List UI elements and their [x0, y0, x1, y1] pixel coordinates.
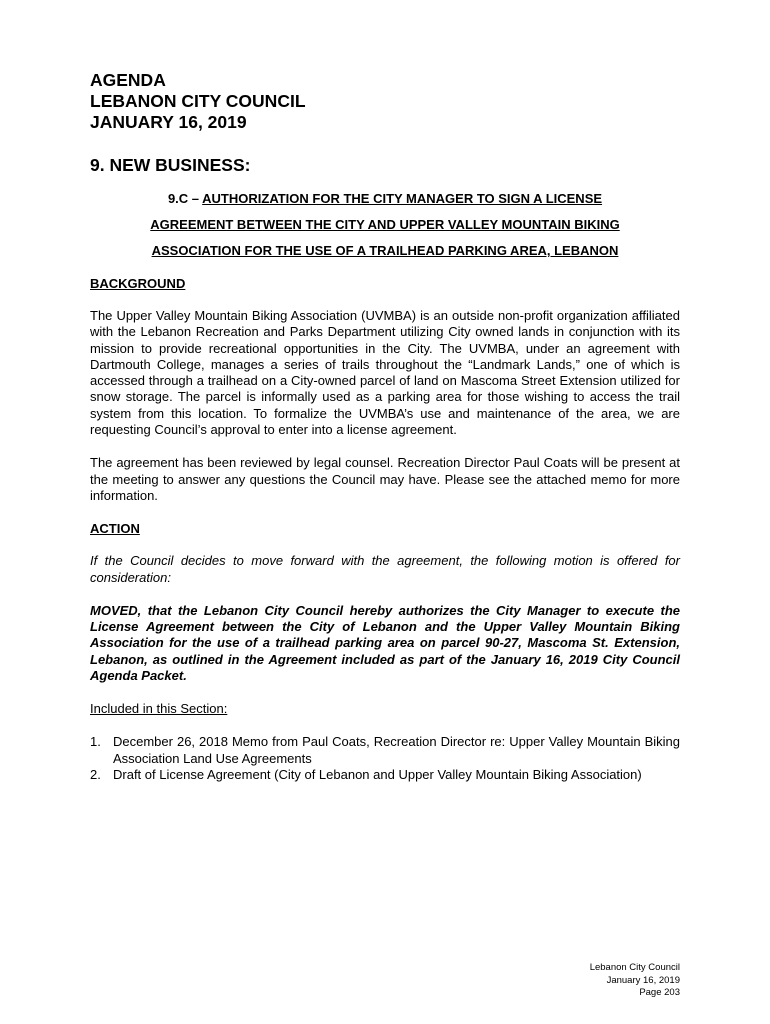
background-paragraph-1: The Upper Valley Mountain Biking Association (UVMBA) is an outside non-profit organization affiliated with the Lebanon Recreation and Parks Department utilizing City owned lands in conjunction with its mission to provide recreational opportunities in the City. The UVMBA, under an agreement with Dartmouth College, manages a series of trails throughout the “Landmark Lands,” one of which is accessed through a trailhead on a City-owned parcel of land on Mascoma Street Extension utilized for snow storage. The parcel is informally used as a parking area for those wishing to access the trail system from this location. To formalize the UVMBA’s use and maintenance of the area, we are requesting Council’s approval to enter into a license agreement.: [90, 308, 680, 438]
footer-date: January 16, 2019: [606, 974, 680, 986]
background-heading: BACKGROUND: [90, 276, 186, 291]
item-title-line-1: AUTHORIZATION FOR THE CITY MANAGER TO SIGN A LICENSE: [202, 191, 603, 206]
motion-text: MOVED, that the Lebanon City Council hereby authorizes the City Manager to execute the License Agreement between the City of Lebanon and the Upper Valley Mountain Biking Association for the use of a trailhead parking area on parcel 90-27, Mascoma St. Extension, Lebanon, as outlined in the Agreement included as part of the January 16, 2019 City Council Agenda Packet.: [90, 602, 680, 684]
list-item: [90, 734, 680, 767]
meeting-date: JANUARY 16, 2019: [90, 112, 247, 132]
list-item: [90, 767, 680, 783]
background-paragraph-2: The agreement has been reviewed by legal counsel. Recreation Director Paul Coats will be present at the meeting to answer any questions the Council may have. Please see the attached memo for more information.: [90, 455, 680, 503]
list-item-text: December 26, 2018 Memo from Paul Coats, Recreation Director re: Upper Valley Mountain Biking Association Land Use Agreements: [113, 734, 680, 766]
agenda-header: [90, 70, 680, 133]
item-number: 9.C –: [167, 191, 203, 206]
item-title: [90, 186, 680, 264]
page-footer: [590, 962, 680, 1000]
included-list: [90, 734, 680, 783]
action-heading: ACTION: [90, 521, 140, 537]
council-name: LEBANON CITY COUNCIL: [90, 91, 306, 111]
list-item-number: 2.: [90, 766, 101, 782]
action-intro: If the Council decides to move forward with the agreement, the following motion is offered for consideration:: [90, 553, 680, 585]
section-title: 9. NEW BUSINESS:: [90, 155, 251, 175]
item-title-line-3: ASSOCIATION FOR THE USE OF A TRAILHEAD PARKING AREA, LEBANON: [151, 243, 619, 258]
agenda-title: AGENDA: [90, 70, 166, 90]
agenda-page: [90, 70, 680, 783]
item-title-line-2: AGREEMENT BETWEEN THE CITY AND UPPER VALLEY MOUNTAIN BIKING: [150, 217, 620, 232]
footer-council: Lebanon City Council: [589, 962, 680, 973]
footer-page-number: Page 203: [639, 987, 680, 998]
list-item-text: Draft of License Agreement (City of Lebanon and Upper Valley Mountain Biking Association): [113, 766, 642, 782]
included-heading: Included in this Section:: [90, 701, 228, 717]
list-item-number: 1.: [90, 734, 101, 750]
